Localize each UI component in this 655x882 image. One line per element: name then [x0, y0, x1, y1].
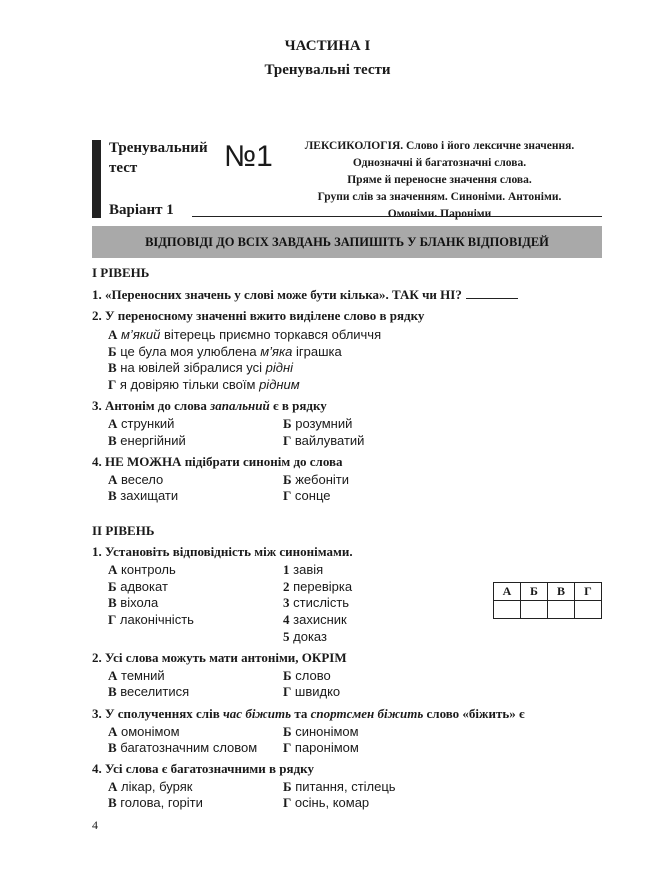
answer-grid — [493, 582, 602, 619]
l1-q2-option-h: Г я довіряю тільки своїм рідним — [108, 377, 300, 392]
l2-q2-option-h: Г швидко — [283, 684, 341, 699]
black-bar — [92, 140, 101, 218]
topic-line: Пряме й переносне значення слова. — [347, 174, 532, 186]
level2-title: ІІ РІВЕНЬ — [92, 523, 155, 538]
part-subtitle: Тренувальні тести — [264, 62, 391, 78]
l1-q2-option-a: А м’який вітерець приємно торкався обличчя — [108, 327, 382, 342]
test-label-line1: Тренувальний — [109, 140, 208, 156]
grid-answer-cell[interactable] — [575, 601, 602, 619]
l1-q4-option-a: А весело — [108, 472, 164, 487]
l2-q1-right-5: 5 доказ — [283, 629, 327, 644]
l2-q1-left-b: Б адвокат — [108, 579, 168, 594]
grid-header-b: Б — [521, 583, 548, 601]
l2-q3-option-h: Г паронімом — [283, 740, 359, 755]
page-number: 4 — [92, 818, 98, 832]
l2-q2-option-b: Б слово — [283, 668, 331, 683]
topic-line: Омоніми. Пароніми — [387, 208, 492, 220]
l1-question-3: 3. Антонім до слова запальний є в рядку — [92, 398, 327, 413]
l2-question-3: 3. У сполученнях слів час біжить та спортсмен біжить слово «біжить» є — [92, 706, 525, 721]
l2-q4-option-a: А лікар, буряк — [108, 779, 193, 794]
l2-q4-option-b: Б питання, стілець — [283, 779, 396, 794]
l2-q1-left-h: Г лаконічність — [108, 612, 194, 627]
test-header — [92, 138, 602, 220]
l2-q1-right-1: 1 завія — [283, 562, 324, 577]
topic-line: Групи слів за значенням. Синоніми. Антоніми. — [317, 191, 562, 203]
grid-answer-cell[interactable] — [521, 601, 548, 619]
topic-line: Однозначні й багатозначні слова. — [352, 157, 527, 169]
part-title: ЧАСТИНА І — [284, 38, 371, 54]
variant-label: Варіант 1 — [109, 202, 174, 218]
variant-underline — [192, 216, 602, 217]
l1-q2-option-b: Б це була моя улюблена м’яка іграшка — [108, 344, 342, 359]
l2-q1-left-a: А контроль — [108, 562, 176, 577]
test-number: №1 — [224, 140, 273, 173]
l2-q3-option-a: А омонімом — [108, 724, 180, 739]
grid-answer-cell[interactable] — [548, 601, 575, 619]
l1-question-1 — [92, 287, 518, 303]
l2-q4-option-v: В голова, горіти — [108, 795, 203, 810]
l1-question-2: 2. У переносному значенні вжито виділене слово в рядку — [92, 308, 425, 323]
grid-answer-cell[interactable] — [494, 601, 521, 619]
l2-q3-option-b: Б синонімом — [283, 724, 359, 739]
l2-q1-right-3: 3 стислість — [283, 595, 350, 610]
instruction-banner: ВІДПОВІДІ ДО ВСІХ ЗАВДАНЬ ЗАПИШІТЬ У БЛАНК ВІДПОВІДЕЙ — [92, 226, 602, 258]
test-label — [109, 138, 208, 178]
l2-question-4: 4. Усі слова є багатозначними в рядку — [92, 761, 314, 776]
l1-q2-option-v: В на ювілей зібралися усі рідні — [108, 360, 294, 375]
l1-q4-option-b: Б жебоніти — [283, 472, 349, 487]
l1-q4-option-v: В захищати — [108, 488, 179, 503]
l1-q3-option-b: Б розумний — [283, 416, 353, 431]
l2-q3-option-v: В багатозначним словом — [108, 740, 258, 755]
l1-question-4: 4. НЕ МОЖНА підібрати синонім до слова — [92, 454, 343, 469]
l2-q1-left-v: В віхола — [108, 595, 159, 610]
l2-q1-right-4: 4 захисник — [283, 612, 347, 627]
l1-q3-option-v: В енергійний — [108, 433, 186, 448]
grid-header-a: А — [494, 583, 521, 601]
topic-line: ЛЕКСИКОЛОГІЯ. Слово і його лексичне значення. — [304, 140, 575, 152]
answer-blank[interactable] — [466, 298, 518, 299]
l2-question-1: 1. Установіть відповідність між синонімами. — [92, 544, 353, 559]
level1-title: І РІВЕНЬ — [92, 265, 150, 280]
l1-q3-option-a: А стрункий — [108, 416, 175, 431]
l1-q1-text: 1. «Переносних значень у слові може бути кілька». ТАК чи НІ? — [92, 287, 462, 302]
grid-header-v: В — [548, 583, 575, 601]
l1-q3-option-h: Г вайлуватий — [283, 433, 365, 448]
test-topics — [277, 138, 602, 223]
l2-q2-option-a: А темний — [108, 668, 165, 683]
l2-question-2: 2. Усі слова можуть мати антоніми, ОКРІМ — [92, 650, 347, 665]
l1-q4-option-h: Г сонце — [283, 488, 331, 503]
l2-q4-option-h: Г осінь, комар — [283, 795, 370, 810]
l2-q2-option-v: В веселитися — [108, 684, 190, 699]
l2-q1-right-2: 2 перевірка — [283, 579, 353, 594]
test-label-line2: тест — [109, 160, 138, 176]
grid-header-h: Г — [575, 583, 602, 601]
